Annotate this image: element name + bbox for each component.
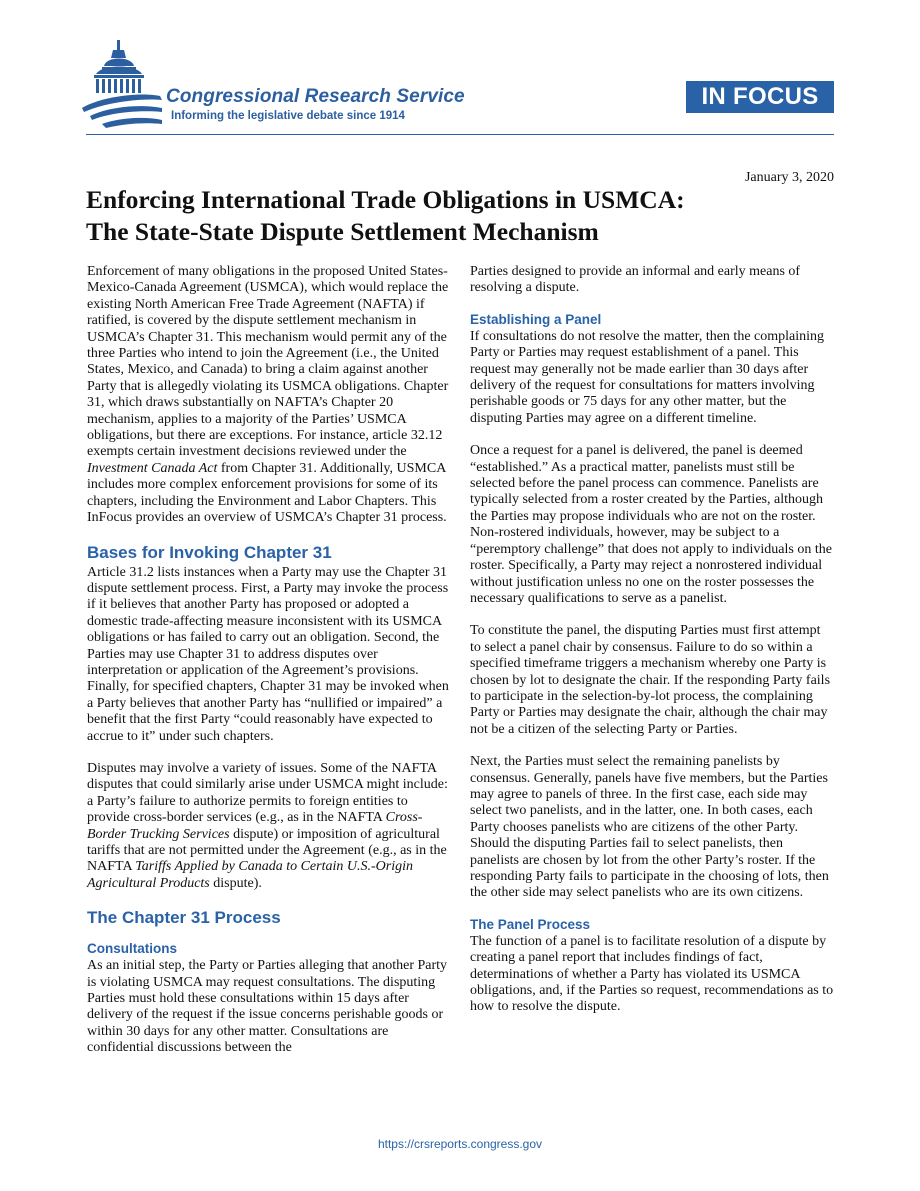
disputes-text: Disputes may involve a variety of issues. Some of the NAFTA disputes that could similarly arise under USMCA might include: a Party’s failure to authorize permits to foreign entities to provide cross-border services (e.g., as in the NAFTA (87, 760, 448, 826)
establishing-paragraph: If consultations do not resolve the matter, then the complaining Party or Parties may request establishment of a panel. This request may generally not be made earlier than 30 days after delivery of the request for consultations for matters involving perishable goods or 75 days for any other matter, but the disputing Parties may agree on a different timeline. (470, 328, 825, 426)
capitol-dome-icon (82, 38, 166, 130)
heading-establishing-panel: Establishing a Panel (470, 311, 602, 327)
panelists-paragraph: Next, the Parties must select the remaining panelists by consensus. Generally, panels have five members, but the Parties may agree to panels of three. In the first case, each side may select two panelists, and in the latter, one. In both cases, each Party chooses panelists who are citizens of the other Party. Should the disputing Parties fail to select panelists, then panelists are chosen by lot from the other Party’s roster. If the responding Party fails to participate in the choosing of lots, then the other side may select panelists who are its own citizens. (470, 754, 829, 901)
intro-text: Enforcement of many obligations in the proposed United States-Mexico-Canada Agreement (USMCA), which would replace the existing North American Free Trade Agreement (NAFTA) if ratified, is covered by the dispute settlement mechanism in USMCA’s Chapter 31. This mechanism would permit any of the three Parties who intend to join the Agreement (i.e., the United States, Mexico, and Canada) to bring a claim against another Party that is allegedly violating its USMCA obligations. Chapter 31, which draws substantially on NAFTA’s Chapter 20 mechanism, applies to a majority of the Parties’ USMCA obligations, but there are exceptions. For instance, article 32.12 exempts certain investment decisions reviewed under the (87, 264, 449, 460)
footer-url[interactable]: https://crsreports.congress.gov (377, 1137, 543, 1151)
heading-bases: Bases for Invoking Chapter 31 (87, 542, 332, 562)
intro-paragraph (87, 264, 451, 527)
header-divider (86, 134, 834, 135)
title-line-2: The State-State Dispute Settlement Mechanism (86, 217, 599, 246)
brand-name: Congressional Research Service (166, 86, 465, 107)
panel-process-paragraph: The function of a panel is to facilitate resolution of a dispute by creating a panel report that includes findings of fact, determinations of whether a Party has violated its USMCA obligations, and, if the Parties so request, recommendations as to how to resolve the dispute. (470, 933, 834, 1015)
page-title (86, 184, 846, 248)
heading-panel-process: The Panel Process (470, 916, 591, 932)
request-paragraph: Once a request for a panel is delivered, the panel is deemed “established.” As a practical matter, panelists must still be selected before the panel process can commence. Panelists are typically selected from a roster created by the Parties, although the Parties may propose individuals who are not on the roster. Non-rostered individuals, however, may be subject to a “peremptory challenge” that does not apply to individuals on the roster. Specifically, a Party may reject a nonrostered individual without justification unless no one on the roster possesses the necessary qualifications to serve as a panelist. (470, 443, 832, 606)
left-column (87, 264, 451, 1073)
publication-date: January 3, 2020 (744, 170, 834, 185)
intro-italic: Investment Canada Act (87, 460, 218, 476)
consultations-continued: Parties designed to provide an informal and early means of resolving a dispute. (470, 264, 801, 296)
disputes-italic-2: Tariffs Applied by Canada to Certain U.S.-Origin Agricultural Products (87, 859, 413, 891)
consultations-paragraph: As an initial step, the Party or Parties alleging that another Party is violating USMCA may request consultations. The disputing Parties must hold these consultations within 15 days after delivery of the request if the issue concerns perishable goods or within 30 days for any other matter. Consultations are confidential discussions between the (87, 958, 448, 1056)
brand-tagline: Informing the legislative debate since 1914 (171, 110, 405, 122)
heading-process: The Chapter 31 Process (87, 908, 281, 928)
in-focus-badge: IN FOCUS (686, 81, 834, 113)
bases-paragraph: Article 31.2 lists instances when a Party may use the Chapter 31 dispute settlement process. First, a Party may invoke the process if it believes that another Party has proposed or adopted a domestic trade-affecting measure inconsistent with its USMCA obligations or has failed to carry out an obligation. Second, the Parties may use Chapter 31 to address disputes over interpretation or application of the Agreement’s provisions. Finally, for specified chapters, Chapter 31 may be invoked when a Party believes that another Party has “nullified or impaired” a benefit that the first Party “could reasonably have expected to accrue to it” under such chapters. (87, 564, 449, 744)
disputes-paragraph (87, 761, 451, 892)
heading-consultations: Consultations (87, 941, 177, 957)
disputes-text-end: dispute). (209, 875, 262, 891)
constitute-paragraph: To constitute the panel, the disputing Parties must first attempt to select a panel chair by consensus. Failure to do so within a specified timeframe triggers a mechanism whereby one Party is chosen by lot to designate the chair. If the responding Party fails to participate in the selection-by-lot process, the complaining Party or Parties may designate the chair, although the chair may not be a citizen of the selecting Party or Parties. (470, 623, 831, 737)
disputes-text-cont: dispute) or imposition of agricultural tariffs that are not permitted under the Agreement (e.g., as in the NAFTA (87, 826, 447, 875)
intro-text-cont: from Chapter 31. Additionally, USMCA includes more complex enforcement provisions for some of its chapters, including the Environment and Labor Chapters. This InFocus provides an overview of USMCA’s Chapter 31 process. (87, 460, 447, 526)
page-header (0, 0, 920, 140)
disputes-italic-1: Cross-Border Trucking Services (87, 810, 423, 842)
title-line-1: Enforcing International Trade Obligations in USMCA: (86, 185, 685, 214)
right-column (470, 264, 834, 1032)
